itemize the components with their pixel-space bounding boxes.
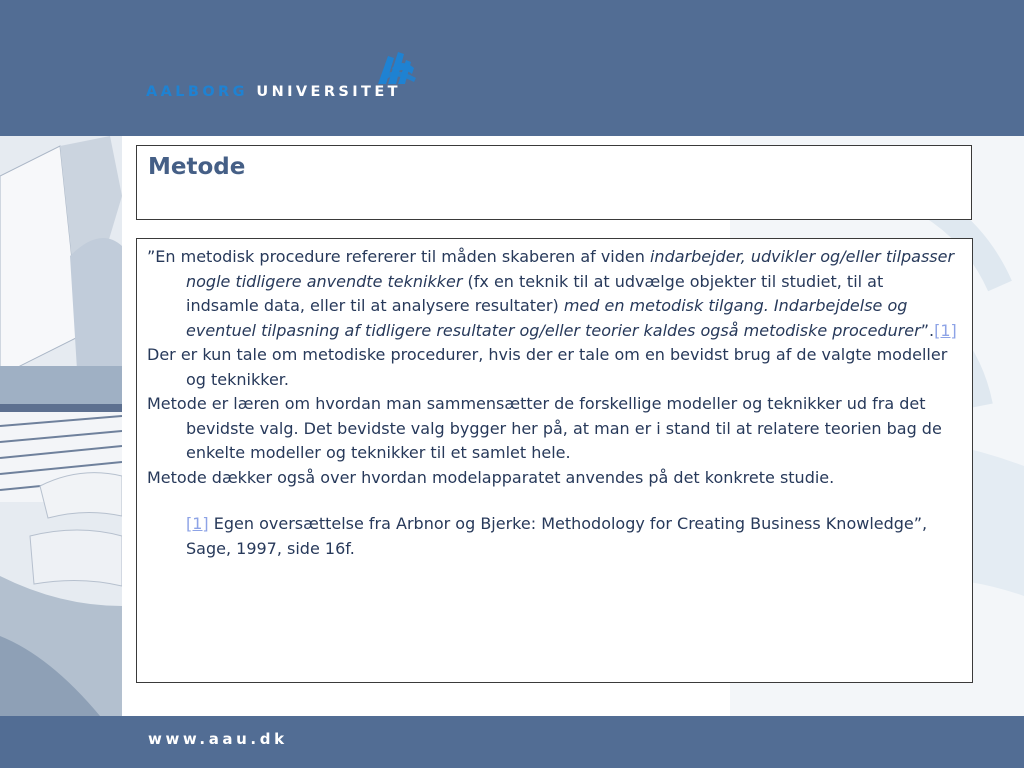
paragraph-1-text-c: ”. (920, 320, 935, 340)
paragraph-2: Der er kun tale om metodiske procedurer, hvis der er tale om en bevidst brug af de valgte modeller og teknikker. (147, 345, 948, 389)
logo-aalborg-text: AALBORG (146, 84, 248, 100)
paragraph-1-text-b: (fx en teknik til at udvælge objekter til studiet, til at indsamle data, eller til at analysere resultater) (186, 271, 884, 315)
header-band (0, 0, 1024, 136)
slide-title-box (136, 145, 972, 220)
piano-photo-illustration (0, 136, 122, 716)
paragraph-3: Metode er læren om hvordan man sammensætter de forskellige modeller og teknikker ud fra det bevidste valg. Det bevidste valg bygger her på, at man er i stand til at relatere teorien bag de enkelte modeller og teknikker til et samlet hele. (147, 394, 942, 462)
footnote-ref-link[interactable]: [1] (934, 320, 957, 340)
footer-band (0, 716, 1024, 768)
footnote-anchor-link[interactable]: [1] (186, 514, 209, 533)
paragraph-1 (147, 245, 958, 343)
slide-title: Metode (148, 154, 246, 180)
aau-logo (146, 48, 456, 104)
footnote (186, 512, 958, 561)
footnote-text: Egen oversættelse fra Arbnor og Bjerke: Methodology for Creating Business Knowledge”, Sage, 1997, side 16f. (186, 514, 928, 558)
paragraph-4: Metode dækker også over hvordan modelapparatet anvendes på det konkrete studie. (147, 467, 835, 487)
logo-wordmark (146, 84, 401, 100)
decorative-photo (0, 136, 122, 716)
aau-emblem-icon (372, 48, 420, 86)
paragraph-1-italic-b: med en metodisk tilgang. Indarbejdelse og eventuel tilpasning af tidligere resultater og/eller teorier kaldes også metodiske procedurer (186, 296, 921, 340)
logo-universitet-text: UNIVERSITET (256, 84, 401, 100)
footer-url: www.aau.dk (148, 730, 288, 748)
paragraph-1-text-a: ”En metodisk procedure refererer til måden skaberen af viden (147, 247, 650, 266)
slide-body-box (136, 238, 973, 683)
paragraph-1-italic-a: indarbejder, udvikler og/eller tilpasser nogle tidligere anvendte teknikker (186, 247, 955, 291)
